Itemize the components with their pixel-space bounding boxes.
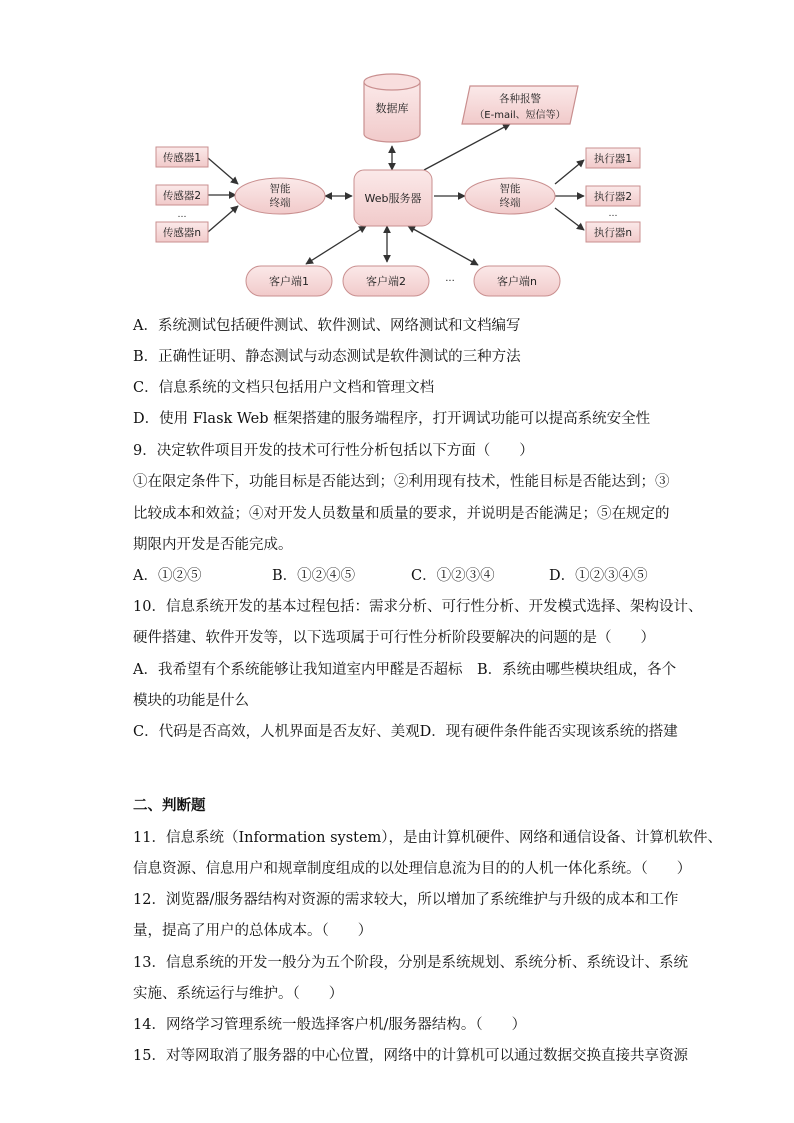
q15-line-1: 15．对等网取消了服务器的中心位置，网络中的计算机可以通过数据交换直接共享资源 — [133, 1048, 688, 1064]
q12-line-2: 量，提高了用户的总体成本。（ ） — [133, 923, 373, 939]
web-server-label: Web服务器 — [364, 192, 422, 205]
q9-line-3: 期限内开发是否能完成。 — [133, 537, 293, 553]
q8-option-c: C．信息系统的文档只包括用户文档和管理文档 — [133, 380, 435, 396]
client-label-n: 客户端n — [497, 275, 537, 288]
actuator-ellipsis: … — [608, 209, 618, 219]
q9-option-b: B．①②④⑤ — [272, 568, 356, 584]
database-cylinder — [364, 74, 420, 142]
q9-stem: 9．决定软件项目开发的技术可行性分析包括以下方面（ ） — [133, 443, 534, 459]
arrow-server-client1 — [306, 226, 366, 264]
alarm-box — [462, 86, 578, 124]
arrow-terminal-actuator1 — [555, 160, 584, 184]
q10-option-cd: C．代码是否高效，人机界面是否友好、美观D．现有硬件条件能否实现该系统的搭建 — [133, 724, 678, 740]
smart-terminal-left — [235, 178, 325, 214]
q10-option-ab: A．我希望有个系统能够让我知道室内甲醛是否超标 B．系统由哪些模块组成，各个 — [133, 662, 677, 678]
q9-option-d: D．①②③④⑤ — [549, 568, 648, 584]
arrow-server-clientn — [408, 226, 478, 265]
sensor-box-1 — [156, 147, 208, 167]
client-n — [474, 266, 560, 296]
actuator-box-n — [586, 222, 640, 242]
q11-line-2: 信息资源、信息用户和规章制度组成的以处理信息流为目的的人机一体化系统。（ ） — [133, 861, 692, 877]
sensor-box-n — [156, 222, 208, 242]
arrow-terminal-actuatorn — [555, 208, 584, 230]
client-1 — [246, 266, 332, 296]
client-label-2: 客户端2 — [366, 275, 406, 288]
q8-option-d: D．使用 Flask Web 框架搭建的服务端程序，打开调试功能可以提高系统安全性 — [133, 411, 651, 427]
sensor-label-1: 传感器1 — [162, 152, 202, 164]
terminal-left-label-2: 终端 — [269, 197, 291, 209]
q9-line-2: 比较成本和效益；④对开发人员数量和质量的要求，并说明是否能满足；⑤在规定的 — [133, 506, 670, 522]
sensor-box-2 — [156, 185, 208, 205]
alarm-label-2: （E-mail、短信等） — [474, 110, 566, 121]
arrow-sensor1-terminal — [208, 158, 238, 184]
q8-option-a: A．系统测试包括硬件测试、软件测试、网络测试和文档编写 — [133, 318, 521, 334]
smart-terminal-right — [465, 178, 555, 214]
q9-option-a: A．①②⑤ — [133, 568, 202, 584]
q9-line-1: ①在限定条件下，功能目标是否能达到；②利用现有技术，性能目标是否能达到；③ — [133, 474, 670, 490]
actuator-box-2 — [586, 186, 640, 206]
arrow-sensorn-terminal — [208, 206, 238, 232]
section-title-judgement: 二、判断题 — [133, 797, 206, 814]
sensor-label-n: 传感器n — [162, 227, 202, 239]
terminal-right-label-1: 智能 — [499, 183, 521, 195]
client-label-1: 客户端1 — [269, 275, 309, 288]
web-server-box — [354, 170, 432, 226]
client-ellipsis: ··· — [445, 276, 455, 287]
terminal-left-label-1: 智能 — [269, 183, 291, 195]
arrow-server-alarm — [424, 124, 510, 170]
actuator-box-1 — [586, 148, 640, 168]
q10-stem-1: 10．信息系统开发的基本过程包括：需求分析、可行性分析、开发模式选择、架构设计、 — [133, 599, 703, 615]
client-2 — [343, 266, 429, 296]
terminal-right-label-2: 终端 — [499, 197, 521, 209]
actuator-label-n: 执行器n — [593, 227, 633, 239]
alarm-label-1: 各种报警 — [499, 93, 541, 105]
q10-stem-2: 硬件搭建、软件开发等，以下选项属于可行性分析阶段要解决的问题的是（ ） — [133, 630, 655, 646]
q13-line-1: 13．信息系统的开发一般分为五个阶段，分别是系统规划、系统分析、系统设计、系统 — [133, 955, 688, 971]
database-label: 数据库 — [375, 102, 409, 115]
q10-option-b-cont: 模块的功能是什么 — [133, 693, 249, 709]
system-architecture-diagram — [0, 0, 794, 310]
q9-option-c: C．①②③④ — [411, 568, 495, 584]
q12-line-1: 12．浏览器/服务器结构对资源的需求较大，所以增加了系统维护与升级的成本和工作 — [133, 892, 679, 908]
q14-line-1: 14．网络学习管理系统一般选择客户机/服务器结构。（ ） — [133, 1017, 527, 1033]
q11-line-1: 11．信息系统（Information system），是由计算机硬件、网络和通信设备、计算机软件、 — [133, 830, 723, 846]
actuator-label-2: 执行器2 — [593, 191, 633, 203]
sensor-label-2: 传感器2 — [162, 190, 202, 202]
sensor-ellipsis: … — [177, 210, 187, 220]
q13-line-2: 实施、系统运行与维护。（ ） — [133, 986, 344, 1002]
actuator-label-1: 执行器1 — [593, 153, 633, 165]
q8-option-b: B．正确性证明、静态测试与动态测试是软件测试的三种方法 — [133, 349, 521, 365]
